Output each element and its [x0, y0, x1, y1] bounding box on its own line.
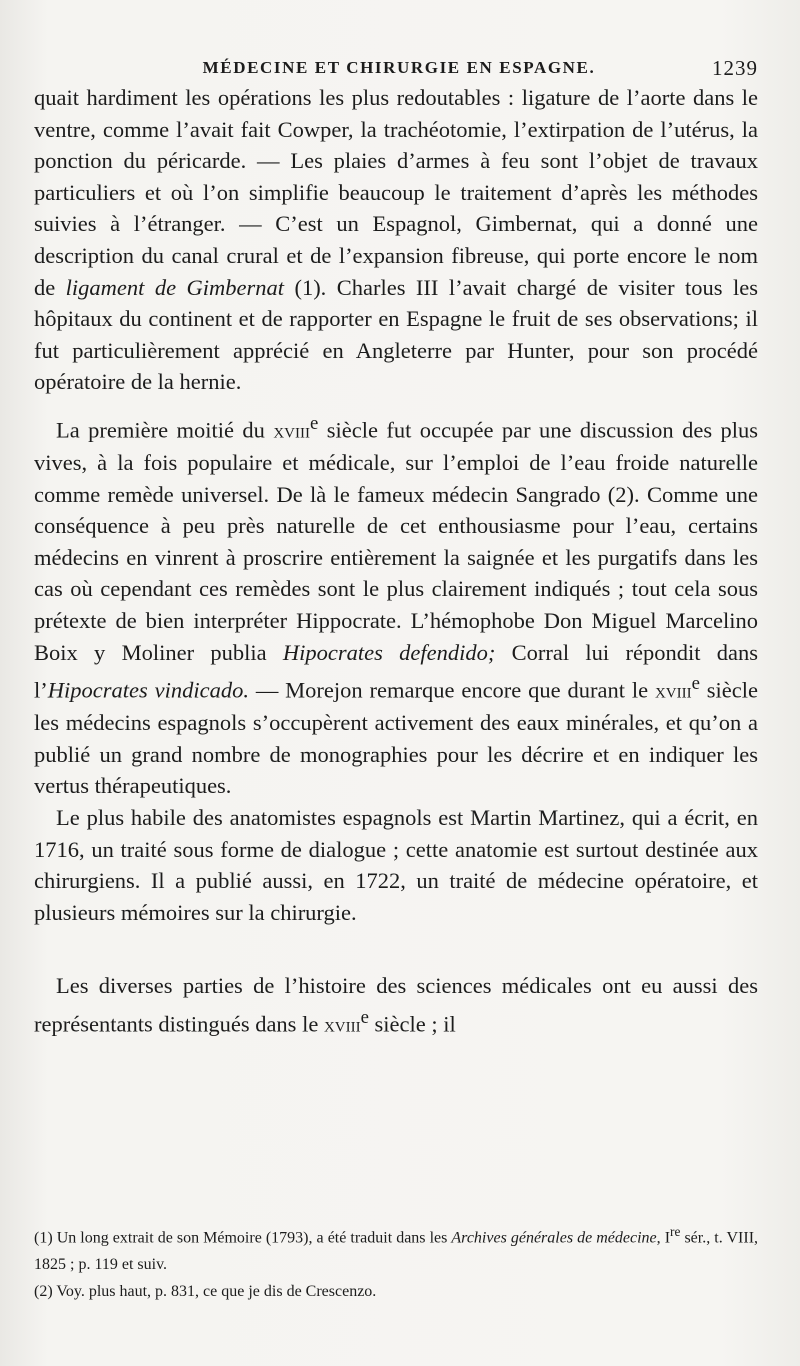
body-text: [34, 82, 758, 1041]
footnotes: [34, 1218, 758, 1305]
paragraph-2-text-b: siècle fut occupée par une discussion des plus vives, à la fois populaire et médicale, sur l’emploi de l’eau froide naturelle comme remède universel. De là le fameux médecin Sangrado (2). Comme une conséquence à peu près naturelle de cet enthousiasme pour l’eau, certains médecins en vinrent à proscrire entièrement la saignée et les purgatifs dans les cas où cependant ces remèdes sont le plus clairement indiqués ; tout cela sous prétexte de bien interpréter Hippocrate. L’hémophobe Don Miguel Marcelino Boix y Moliner publia: [34, 417, 758, 665]
paragraph-2-text-c: Corral lui répondit dans l’: [34, 639, 758, 703]
paragraph-2-text-a: La première moitié du: [56, 417, 274, 443]
paragraph-1-italic: ligament de Gimbernat: [65, 274, 285, 300]
century-superscript-2: e: [691, 673, 700, 695]
footnote-1-text-b: , I: [656, 1229, 671, 1247]
paragraph-4-text-a: Les diverses parties de l’histoire des sciences médicales ont eu aussi des représentants distingués dans le: [34, 973, 758, 1037]
century-superscript: e: [309, 412, 319, 434]
page-number: 1239: [712, 56, 758, 80]
paragraph-1-text-b: (1). Charles III l’avait chargé de visiter tous les hôpitaux du continent et de rapporter en Espagne le fruit de ses observations; il fut particulièrement apprécié en Angleterre par Hunter, pour son procédé opératoire de la hernie.: [34, 274, 758, 395]
footnote-1-italic: Archives générales de médecine: [451, 1229, 657, 1247]
paragraph-3: Le plus habile des anatomistes espagnols est Martin Martinez, qui a écrit, en 1716, un traité sous forme de dialogue ; cette anatomie est surtout destinée aux chirurgiens. Il a publié aussi, en 1722, un traité de médecine opératoire, et plusieurs mémoires sur la chirurgie.: [34, 805, 758, 925]
footnote-2: (2) Voy. plus haut, p. 831, ce que je dis de Crescenzo.: [34, 1283, 377, 1301]
paragraph-2-text-e: siècle les médecins espagnols s’occupèrent activement des eaux minérales, et qu’on a publié un grand nombre de monographies pour les décrire et en indiquer les vertus thérapeutiques.: [34, 677, 759, 799]
paragraph-4: [34, 970, 758, 1041]
century-numeral-2: xviii: [654, 678, 692, 703]
paragraph-1-text-a: quait hardiment les opérations les plus redoutables : ligature de l’aorte dans le ventre, comme l’avait fait Cowper, la trachéotomie, l’extirpation de l’utérus, la ponction du péricarde. — Les plaies d’armes à feu sont l’objet de travaux particuliers et où l’on simplifie beaucoup le traitement d’après les méthodes suivies à l’étranger. — C’est un Espagnol, Gimbernat, qui a donné une description du canal crural et de l’expansion fibreuse, qui porte encore le nom de: [34, 85, 758, 300]
paragraph-2: [34, 408, 758, 802]
footnote-1: [34, 1218, 758, 1278]
century-numeral-3: xviii: [323, 1012, 361, 1037]
paragraph-4-text-b: siècle ; il: [368, 1011, 456, 1037]
century-superscript-3: e: [360, 1007, 369, 1029]
footnote-1-superscript: re: [670, 1224, 681, 1239]
century-numeral: xviii: [273, 418, 310, 443]
footnote-1-text-c: sér., t. VIII, 1825 ; p. 119 et suiv.: [34, 1229, 759, 1274]
paragraph-2-italic-1: Hipocrates defendido;: [282, 639, 496, 665]
paragraph-1: [34, 82, 758, 398]
paragraph-2-italic-2: Hipocrates vindicado.: [47, 677, 249, 703]
paragraph-2-text-d: — Morejon remarque encore que durant le: [248, 677, 655, 703]
footnote-1-text-a: (1) Un long extrait de son Mémoire (1793), a été traduit dans les: [34, 1229, 452, 1247]
running-title: MÉDECINE ET CHIRURGIE EN ESPAGNE.: [202, 58, 596, 77]
